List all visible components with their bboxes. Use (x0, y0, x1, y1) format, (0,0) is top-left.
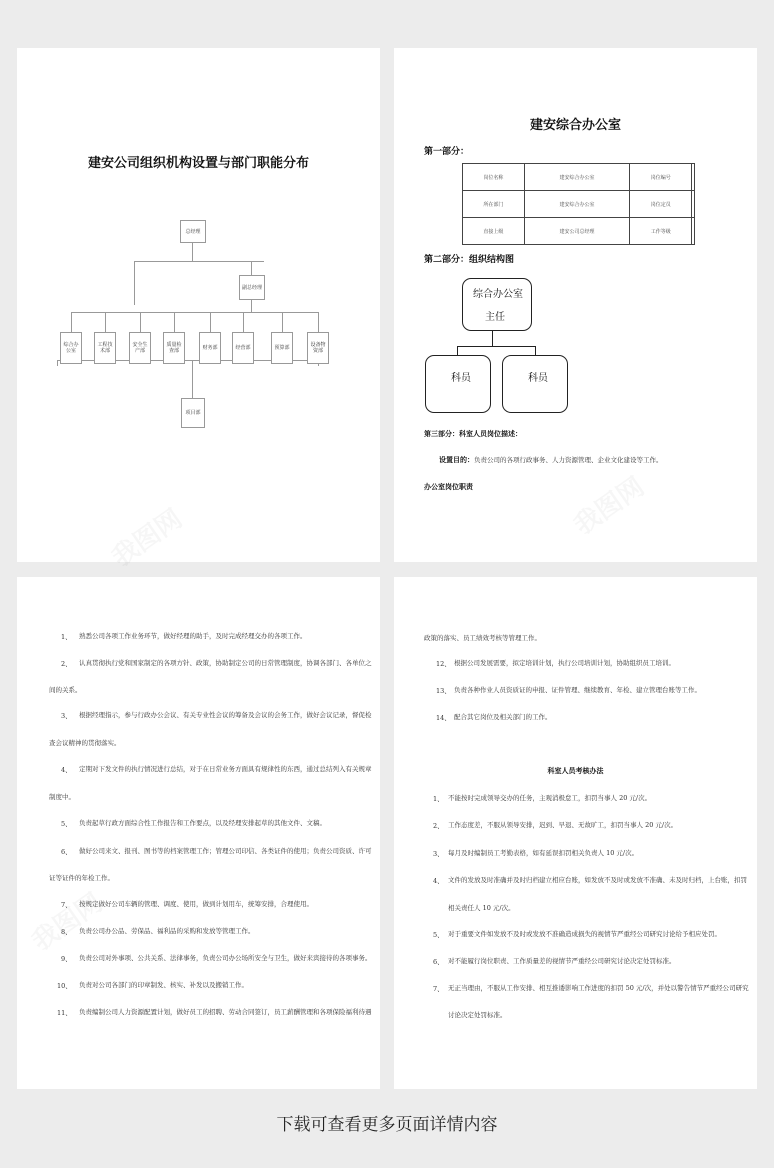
document-page-1 (17, 48, 380, 562)
table-row (463, 164, 695, 191)
list-number: 8、 (61, 928, 72, 936)
list-item: 无正当理由，不服从工作安排、相互推诿影响工作进度的扣罚 50 元/次，并处以警告情节严重经公司研究 (448, 984, 749, 992)
table-cell: 建安公司总经理 (524, 218, 630, 245)
list-number: 4、 (433, 877, 444, 885)
list-item-continuation: 查会议精神的贯彻落实。 (49, 739, 121, 747)
list-item: 负责对公司各部门的印章制发、核实、补发以及搬销工作。 (79, 981, 248, 989)
section-heading: 办公室岗位职责 (424, 483, 473, 491)
list-item: 负责各种作业人员资质证的申报、证件管理、继续教育、年检、建立管理台账等工作。 (454, 686, 701, 694)
org-box-staff (502, 355, 568, 413)
purpose-text: 负责公司的各项行政事务、人力资源管理、企业文化建设等工作。 (474, 456, 663, 464)
table-cell: 直接上级 (463, 218, 525, 245)
watermark (23, 883, 108, 958)
list-number: 1、 (61, 633, 72, 641)
list-item: 根据经理指示，参与行政办公会议、有关专业性会议的筹备及会议的会务工作，做好会议记录，督促检 (79, 711, 372, 719)
section-heading: 科室人员考核办法 (547, 767, 604, 775)
org-box-title: 综合办公室 (473, 289, 523, 300)
list-number: 9、 (61, 955, 72, 963)
list-item: 负责编制公司人力资源配置计划，做好员工的招聘、劳动合同签订，员工薪酬管理和各项保险福利待遇 (79, 1008, 372, 1016)
list-number: 1、 (433, 795, 444, 803)
org-box-department: 设备物资部 (307, 332, 329, 364)
table-cell (692, 191, 695, 218)
document-page-2 (394, 48, 757, 562)
list-item: 对于重要文件如发放不及时或发放不准确造成损失的视情节严重经公司研究讨论给予相应处罚。 (448, 930, 721, 938)
list-number: 3、 (61, 712, 72, 720)
list-item: 定期对下发文件的执行情况进行总结，对于在日常业务方面具有规律性的东西，通过总结列入有关规章 (79, 765, 372, 773)
list-item: 熟悉公司各项工作业务环节，做好经理的助手，及时完成经理交办的各项工作。 (79, 632, 307, 640)
position-info-table (462, 163, 695, 245)
list-number: 6、 (433, 958, 444, 966)
list-number: 4、 (61, 766, 72, 774)
section-heading: 第一部分： (424, 147, 470, 157)
list-item-continuation: 间的关系。 (49, 686, 82, 694)
list-item: 负责公司办公品、劳保品、福利品的采购和发放等管理工作。 (79, 927, 255, 935)
table-cell: 岗位编号 (630, 164, 692, 191)
org-box-label: 科员 (451, 373, 471, 384)
org-box-staff (425, 355, 491, 413)
table-cell (692, 164, 695, 191)
document-page-3 (17, 577, 380, 1089)
table-cell: 建安综合办公室 (524, 191, 630, 218)
table-cell: 工作等级 (630, 218, 692, 245)
org-box-label: 科员 (528, 373, 548, 384)
download-prompt: 下载可查看更多页面详情内容 (276, 1115, 498, 1135)
org-box-office-director (462, 278, 532, 331)
list-item: 根据公司发展需要，拟定培训计划，执行公司培训计划，协助组织员工培训。 (454, 659, 675, 667)
section-heading: 第三部分：科室人员岗位描述： (424, 430, 522, 438)
page-title: 建安综合办公室 (529, 118, 621, 133)
list-number: 6、 (61, 848, 72, 856)
list-item-continuation: 讨论决定处罚标准。 (448, 1011, 507, 1019)
list-number: 7、 (61, 901, 72, 909)
list-item: 工作态度差，不服从领导安排，迟到、早退、无故旷工，扣罚当事人 20 元/次。 (448, 821, 678, 829)
list-item: 文件的发放及时准确并及时归档建立相应台账，如发放不及时或发放不准确、未及时归档，上台账，扣罚 (448, 876, 747, 884)
org-box-department: 质量检查部 (163, 332, 185, 364)
list-number: 5、 (61, 820, 72, 828)
org-box-department: 安全生产部 (129, 332, 151, 364)
table-cell (692, 218, 695, 245)
list-number: 14、 (436, 714, 451, 722)
list-number: 2、 (61, 660, 72, 668)
list-item: 按规定做好公司车辆的管理、调度、使用，做到计划用车，统筹安排，合理使用。 (79, 900, 313, 908)
list-item: 不能按时完成领导交办的任务，主观消极怠工，扣罚当事人 20 元/次。 (448, 794, 652, 802)
page-title: 建安公司组织机构设置与部门职能分布 (87, 156, 309, 171)
list-item: 做好公司来文、报刊、图书等的档案管理工作；管理公司印信、各类证件的使用；负责公司资质、许可 (79, 847, 372, 855)
list-number: 2、 (433, 822, 444, 830)
org-box-department: 经营部 (232, 332, 254, 364)
list-number: 5、 (433, 931, 444, 939)
purpose-label: 设置目的： (439, 456, 474, 464)
table-row (463, 218, 695, 245)
table-cell: 建安综合办公室 (524, 164, 630, 191)
list-number: 13、 (436, 687, 451, 695)
table-row (463, 191, 695, 218)
list-number: 11、 (57, 1009, 72, 1017)
list-item: 负责公司对外事项、公共关系、法律事务，负责公司办公场所安全与卫生，做好来宾接待的各项事务。 (79, 954, 372, 962)
list-number: 3、 (433, 850, 444, 858)
list-item: 对不能履行岗位职责、工作质量差的视情节严重经公司研究讨论决定处罚标准。 (448, 957, 676, 965)
list-number: 7、 (433, 985, 444, 993)
section-heading: 第二部分：组织结构图 (424, 255, 515, 265)
watermark (103, 499, 188, 574)
org-box-deputy-manager: 副总经理 (239, 275, 265, 300)
table-cell: 所在部门 (463, 191, 525, 218)
org-box-general-manager: 总经理 (180, 220, 206, 243)
purpose-line (439, 455, 663, 465)
table-cell: 岗位名称 (463, 164, 525, 191)
org-box-department: 预算部 (271, 332, 293, 364)
list-number: 12、 (436, 660, 451, 668)
watermark (565, 467, 650, 542)
list-item-continuation: 相关责任人 10 元/次。 (448, 904, 515, 912)
list-item: 每月及时编制员工考勤表格，如有延误扣罚相关负责人 10 元/次。 (448, 849, 639, 857)
list-item-continuation: 政策的落实、员工绩效考核等管理工作。 (424, 634, 541, 642)
list-item-continuation: 证等证件的年检工作。 (49, 874, 114, 882)
list-item: 认真贯彻执行党和国家制定的各项方针、政策，协助制定公司的日常管理制度，协调各部门、各单位之 (79, 659, 372, 667)
org-box-role: 主任 (485, 312, 505, 323)
org-box-department: 财务部 (199, 332, 221, 364)
document-page-4 (394, 577, 757, 1089)
list-item-continuation: 制度中。 (49, 793, 75, 801)
table-cell: 岗位定员 (630, 191, 692, 218)
org-box-department: 工程技术部 (94, 332, 116, 364)
org-box-project-department: 项目部 (181, 398, 205, 428)
list-item: 负责起草行政方面综合性工作报告和工作要点，以及经理安排起草的其他文件、文稿。 (79, 819, 326, 827)
org-box-department: 综合办公室 (60, 332, 82, 364)
list-number: 10、 (57, 982, 72, 990)
list-item: 配合其它岗位及相关部门的工作。 (454, 713, 552, 721)
